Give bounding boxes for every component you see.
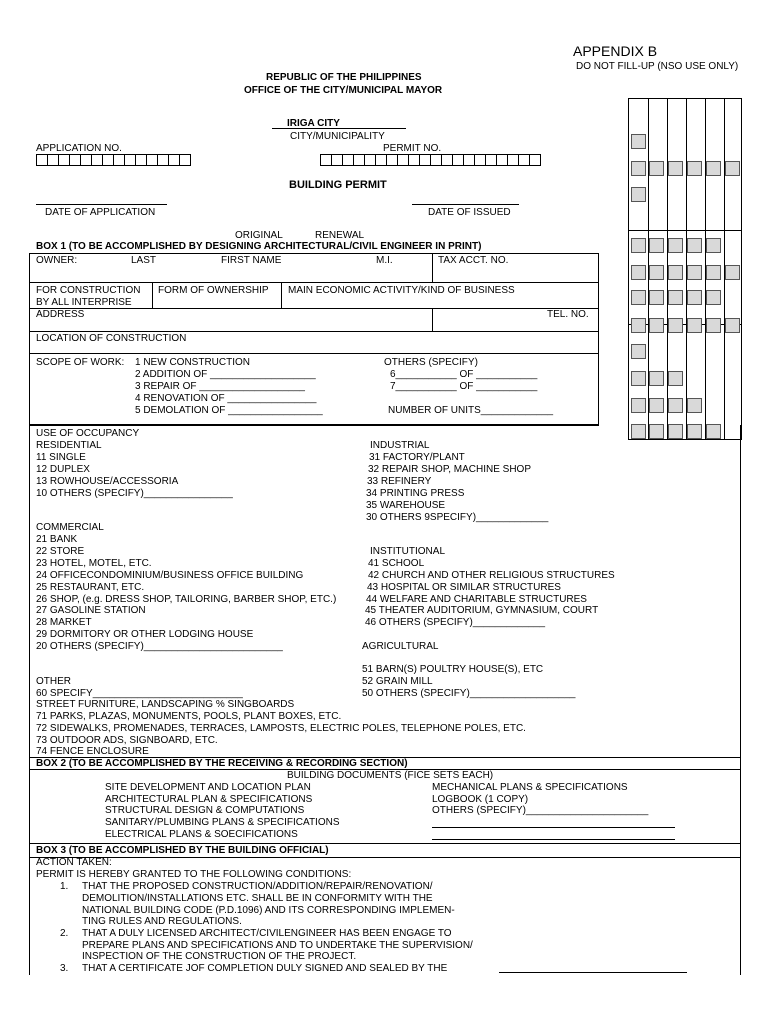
other-item: 71 PARKS, PLAZAS, MONUMENTS, POOLS, PLANT BOXES, ETC. [36, 711, 342, 722]
last-label: LAST [131, 255, 157, 266]
agricultural-item: 52 GRAIN MILL [362, 676, 433, 687]
condition-line: PREPARE PLANS AND SPECIFICATIONS AND TO UNDERTAKE THE SUPERVISION/ [82, 940, 473, 951]
residential-item: 11 SINGLE [36, 452, 86, 463]
institutional-item: 46 OTHERS (SPECIFY)_____________ [365, 617, 546, 628]
scope-label: SCOPE OF WORK: [36, 357, 125, 368]
location-label: LOCATION OF CONSTRUCTION [36, 333, 187, 344]
scope-item: 2 ADDITION OF ___________________ [135, 369, 316, 380]
institutional-item: 43 HOSPITAL OR SIMILAR STRUCTURES [367, 582, 561, 593]
others-6: 6___________ OF ___________ [390, 369, 538, 380]
document-item: ARCHITECTURAL PLAN & SPECIFICATIONS [105, 794, 313, 805]
condition-number: 1. [60, 881, 69, 892]
city-value: IRIGA CITY [287, 118, 340, 129]
scope-item: 1 NEW CONSTRUCTION [135, 357, 250, 368]
commercial-item: 24 OFFICECONDOMINIUM/BUSINESS OFFICE BUILDING [36, 570, 304, 581]
commercial-item: 29 DORMITORY OR OTHER LODGING HOUSE [36, 629, 254, 640]
condition-line: TING RULES AND REGULATIONS. [82, 916, 242, 927]
box3-title: BOX 3 (TO BE ACCOMPLISHED BY THE BUILDING OFFICIAL) [36, 845, 329, 856]
others-7: 7___________ OF ___________ [390, 381, 538, 392]
other-item: 74 FENCE ENCLOSURE [36, 746, 149, 757]
other-item: STREET FURNITURE, LANDSCAPING % SINGBOARDS [36, 699, 295, 710]
industrial-item: INDUSTRIAL [370, 440, 430, 451]
document-item: LOGBOOK (1 COPY) [432, 794, 529, 805]
residential-item: 13 ROWHOUSE/ACCESSORIA [36, 476, 179, 487]
condition-line: THAT THE PROPOSED CONSTRUCTION/ADDITION/REPAIR/RENOVATION/ [82, 881, 433, 892]
permit-no-boxes[interactable] [320, 154, 540, 166]
tel-label: TEL. NO. [547, 309, 589, 320]
residential-item: 10 OTHERS (SPECIFY)________________ [36, 488, 233, 499]
application-no-boxes[interactable] [36, 154, 190, 166]
renewal-label: RENEWAL [315, 230, 365, 241]
number-units: NUMBER OF UNITS_____________ [388, 405, 554, 416]
document-item: SANITARY/PLUMBING PLANS & SPECIFICATIONS [105, 817, 340, 828]
scope-item: 3 REPAIR OF ___________________ [135, 381, 305, 392]
republic-heading: REPUBLIC OF THE PHILIPPINES [266, 72, 422, 83]
nso-note: DO NOT FILL-UP (NSO USE ONLY) [576, 61, 739, 72]
use-occupancy-label: USE OF OCCUPANCY [36, 428, 140, 439]
office-heading: OFFICE OF THE CITY/MUNICIPAL MAYOR [244, 85, 443, 96]
agricultural-item: AGRICULTURAL [362, 641, 439, 652]
industrial-item: 35 WAREHOUSE [366, 500, 446, 511]
document-item: OTHERS (SPECIFY)______________________ [432, 805, 649, 816]
condition-line: INSPECTION OF THE CONSTRUCTION OF THE PROJECT. [82, 951, 357, 962]
document-item: STRUCTURAL DESIGN & COMPUTATIONS [105, 805, 305, 816]
document-item: SITE DEVELOPMENT AND LOCATION PLAN [105, 782, 311, 793]
other-item: 72 SIDEWALKS, PROMENADES, TERRACES, LAMPOSTS, ELECTRIC POLES, TELEPHONE POLES, ETC. [36, 723, 526, 734]
other-item: OTHER [36, 676, 71, 687]
institutional-item: INSTITUTIONAL [370, 546, 446, 557]
scope-item: 4 RENOVATION OF ________________ [135, 393, 317, 404]
commercial-item: 27 GASOLINE STATION [36, 605, 146, 616]
permit-granted-label: PERMIT IS HEREBY GRANTED TO THE FOLLOWING CONDITIONS: [36, 869, 352, 880]
agricultural-item: 50 OTHERS (SPECIFY)___________________ [362, 688, 576, 699]
form-ownership-label: FORM OF OWNERSHIP [158, 285, 269, 296]
document-item: MECHANICAL PLANS & SPECIFICATIONS [432, 782, 628, 793]
scope-item: 5 DEMOLATION OF _________________ [135, 405, 323, 416]
permit-no-label: PERMIT NO. [383, 143, 442, 154]
industrial-item: 32 REPAIR SHOP, MACHINE SHOP [368, 464, 532, 475]
address-label: ADDRESS [36, 309, 85, 320]
residential-item: 12 DUPLEX [36, 464, 90, 475]
commercial-item: COMMERCIAL [36, 522, 104, 533]
for-construction-label: FOR CONSTRUCTION [36, 285, 141, 296]
main-activity-label: MAIN ECONOMIC ACTIVITY/KIND OF BUSINESS [288, 285, 515, 296]
institutional-item: 42 CHURCH AND OTHER RELIGIOUS STRUCTURES [368, 570, 615, 581]
condition-line: NATIONAL BUILDING CODE (P.D.1096) AND ITS CORRESPONDING IMPLEMEN- [82, 905, 455, 916]
condition-number: 2. [60, 928, 69, 939]
commercial-item: 22 STORE [36, 546, 85, 557]
action-taken-label: ACTION TAKEN: [36, 857, 112, 868]
condition-line: DEMOLITION/INSTALLATIONS ETC. SHALL BE IN CONFORMITY WITH THE [82, 893, 433, 904]
condition-line: THAT A CERTIFICATE JOF COMPLETION DULY SIGNED AND SEALED BY THE [82, 963, 448, 974]
documents-label: BUILDING DOCUMENTS (FICE SETS EACH) [287, 770, 494, 781]
residential-item: RESIDENTIAL [36, 440, 102, 451]
date-issued-label: DATE OF ISSUED [428, 207, 511, 218]
industrial-item: 31 FACTORY/PLANT [369, 452, 465, 463]
box2-title: BOX 2 (TO BE ACCOMPLISHED BY THE RECEIVING & RECORDING SECTION) [36, 758, 408, 769]
institutional-item: 45 THEATER AUDITORIUM, GYMNASIUM, COURT [365, 605, 599, 616]
industrial-item: 34 PRINTING PRESS [366, 488, 465, 499]
condition-number: 3. [60, 963, 69, 974]
original-label: ORIGINAL [235, 230, 283, 241]
box1-title: BOX 1 (TO BE ACCOMPLISHED BY DESIGNING ARCHITECTURAL/CIVIL ENGINEER IN PRINT) [36, 241, 482, 252]
tax-label: TAX ACCT. NO. [438, 255, 509, 266]
commercial-item: 25 RESTAURANT, ETC. [36, 582, 145, 593]
agricultural-item: 51 BARN(S) POULTRY HOUSE(S), ETC [362, 664, 544, 675]
commercial-item: 26 SHOP, (e.g. DRESS SHOP, TAILORING, BARBER SHOP, ETC.) [36, 594, 337, 605]
document-item: ELECTRICAL PLANS & SOECIFICATIONS [105, 829, 298, 840]
mi-label: M.I. [376, 255, 393, 266]
industrial-item: 33 REFINERY [367, 476, 432, 487]
others-specify-label: OTHERS (SPECIFY) [384, 357, 478, 368]
institutional-item: 41 SCHOOL [368, 558, 425, 569]
commercial-item: 21 BANK [36, 534, 78, 545]
owner-label: OWNER: [36, 255, 78, 266]
commercial-item: 28 MARKET [36, 617, 92, 628]
institutional-item: 44 WELFARE AND CHARITABLE STRUCTURES [366, 594, 587, 605]
first-name-label: FIRST NAME [221, 255, 282, 266]
by-all-label: BY ALL INTERPRISE [36, 297, 132, 308]
commercial-item: 23 HOTEL, MOTEL, ETC. [36, 558, 152, 569]
appendix-label: APPENDIX B [573, 43, 658, 59]
other-item: 73 OUTDOOR ADS, SIGNBOARD, ETC. [36, 735, 218, 746]
date-application-label: DATE OF APPLICATION [45, 207, 156, 218]
page-title: BUILDING PERMIT [289, 179, 387, 191]
application-no-label: APPLICATION NO. [36, 143, 122, 154]
city-label: CITY/MUNICIPALITY [290, 131, 385, 142]
industrial-item: 30 OTHERS 9SPECIFY)_____________ [366, 512, 549, 523]
other-item: 60 SPECIFY___________________________ [36, 688, 243, 699]
commercial-item: 20 OTHERS (SPECIFY)_________________________ [36, 641, 283, 652]
condition-line: THAT A DULY LICENSED ARCHITECT/CIVILENGINEER HAS BEEN ENGAGE TO [82, 928, 452, 939]
